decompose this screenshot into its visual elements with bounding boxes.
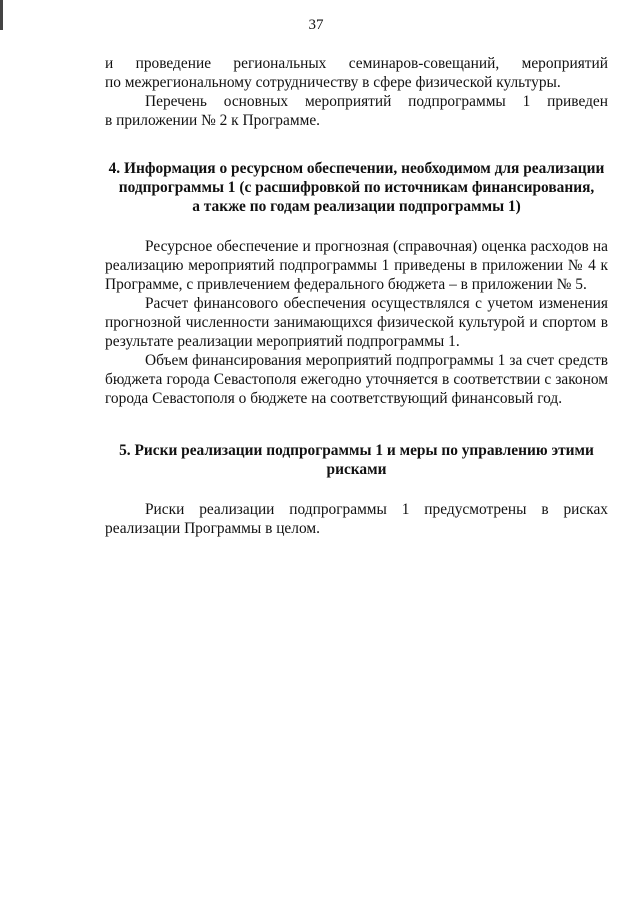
section-4-paragraph-2: Расчет финансового обеспечения осуществлялся с учетом изменения прогнозной численности занимающихся физической культурой и спортом в результате реализации мероприятий подпрограммы 1. <box>105 295 608 350</box>
section-5-paragraph-1: Риски реализации подпрограммы 1 предусмотрены в рисках реализации Программы в целом. <box>105 501 608 537</box>
intro-paragraph-2 <box>105 92 608 111</box>
section-4-heading-line-2: подпрограммы 1 (с расшифровкой по источникам финансирования, <box>118 179 595 196</box>
intro-paragraph-1-line-2: по межрегиональному сотрудничеству в сфере физической культуры. <box>105 74 561 91</box>
page-number: 37 <box>308 17 324 33</box>
intro-paragraph-2-line-1: Перечень основных мероприятий подпрограммы 1 приведен <box>145 93 608 110</box>
intro-paragraph-2-line-2: в приложении № 2 к Программе. <box>105 112 320 129</box>
section-4-paragraph-1: Ресурсное обеспечение и прогнозная (справочная) оценка расходов на реализацию мероприятий подпрограммы 1 приведены в приложении № 4 к Программе, с привлечением федерального бюджета – в приложении № 5. <box>105 238 608 293</box>
section-5-heading-line-1: 5. Риски реализации подпрограммы 1 и меры по управлению этими <box>119 442 594 459</box>
section-4-heading-line-3: а также по годам реализации подпрограммы 1) <box>192 198 521 215</box>
section-5-heading <box>105 441 608 479</box>
section-5-heading-line-2: рисками <box>326 461 387 478</box>
section-4-heading-line-1: 4. Информация о ресурсном обеспечении, необходимом для реализации <box>108 160 605 177</box>
intro-paragraph-1-line-1: и проведение региональных семинаров-совещаний, мероприятий <box>105 55 608 72</box>
section-4-paragraph-3: Объем финансирования мероприятий подпрограммы 1 за счет средств бюджета города Севастополя ежегодно уточняется в соответствии с законом города Севастополя о бюджете на соответствующий финансовый год. <box>105 352 608 407</box>
intro-paragraph-2-cont <box>105 111 608 130</box>
intro-paragraph-1 <box>105 54 608 92</box>
document-body <box>105 54 608 538</box>
section-4-heading <box>105 159 608 216</box>
